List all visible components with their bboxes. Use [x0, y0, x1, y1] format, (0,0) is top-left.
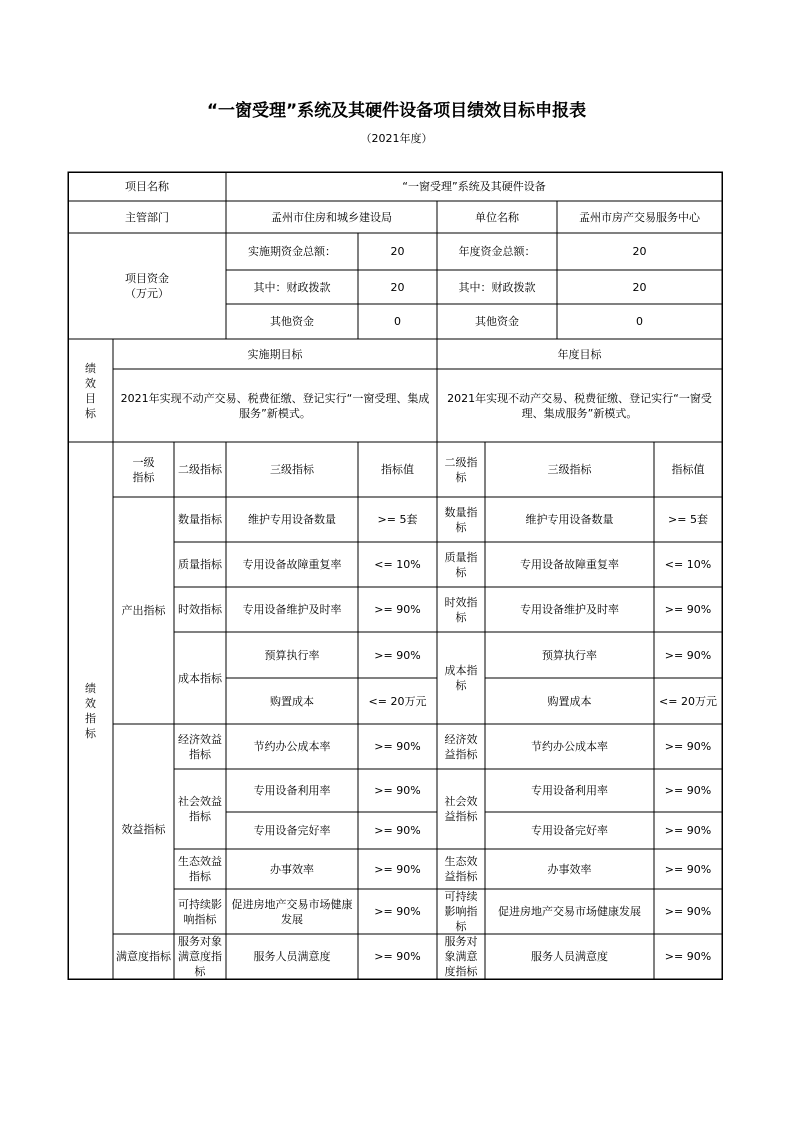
year-total-label: 年度资金总额：: [458, 245, 536, 258]
right-timeliness: 时效指 标: [444, 595, 478, 624]
table-row-l3: 专用设备故障重复率: [520, 558, 619, 571]
table-row-l3: 预算执行率: [264, 648, 320, 662]
satisfaction-indicator-label: 满意度指标: [116, 950, 171, 963]
header-level3-left: 三级指标: [270, 463, 314, 476]
impl-total-value: 20: [390, 245, 405, 258]
header-level2-right: 二级指 标: [444, 455, 478, 484]
table-row-l3: 节约办公成本率: [531, 740, 608, 753]
table-row-l3: 促进房地产交易市场健康发展: [231, 897, 353, 926]
right-cost: 成本指 标: [444, 664, 478, 692]
right-sustainable: 可持续 影响指 标: [444, 890, 478, 933]
left-quantity: 数量指标: [178, 513, 222, 526]
table-row-l3: 专用设备利用率: [531, 784, 608, 797]
left-economic: 经济效益 指标: [178, 732, 222, 761]
left-social: 社会效益 指标: [178, 795, 222, 823]
left-cost: 成本指标: [178, 671, 222, 685]
right-economic: 经济效 益指标: [444, 732, 478, 761]
table-row-val: >= 90%: [374, 824, 421, 837]
table-row-l3: 专用设备维护及时率: [242, 603, 342, 616]
header-level3-right: 三级指标: [547, 463, 592, 476]
year-fiscal-value: 20: [632, 280, 647, 294]
table-row-l3: 购置成本: [270, 694, 314, 708]
indicators-label: 绩 效 指 标: [85, 681, 96, 740]
right-quantity: 数量指 标: [444, 505, 478, 534]
output-indicator-label: 产出指标: [121, 604, 166, 617]
benefit-indicator-label: 效益指标: [121, 822, 166, 836]
table-row-val: >= 90%: [374, 648, 421, 662]
table-row-val: >= 90%: [664, 824, 712, 837]
impl-fiscal-label: 其中：财政拨款: [253, 280, 331, 294]
table-row-l3: 维护专用设备数量: [248, 513, 336, 526]
table-row-l3: 预算执行率: [542, 648, 597, 662]
impl-other-label: 其他资金: [270, 315, 314, 328]
impl-fiscal-value: 20: [390, 280, 405, 294]
project-name-label: 项目名称: [125, 180, 169, 193]
table-row-val: <= 10%: [664, 558, 712, 571]
left-quality: 质量指标: [178, 558, 222, 571]
table-row-val: <= 10%: [374, 558, 421, 571]
year-goal-header: 年度目标: [557, 347, 602, 361]
table-row-val: >= 5套: [377, 513, 418, 526]
report-title: “一窗受理”系统及其硬件设备项目绩效目标申报表: [206, 101, 587, 121]
table-row-l3: 办事效率: [270, 862, 314, 876]
dept-value: 孟州市住房和城乡建设局: [271, 210, 392, 224]
table-row-val: >= 90%: [664, 950, 712, 963]
table-row-val: >= 90%: [664, 648, 712, 662]
table-row-l3: 专用设备完好率: [531, 824, 608, 837]
table-row-l3: 购置成本: [547, 694, 592, 708]
table-row-l3: 专用设备利用率: [253, 784, 331, 797]
left-sustainable: 可持续影 响指标: [178, 897, 222, 926]
right-service: 服务对 象满意 度指标: [444, 935, 478, 978]
year-fiscal-label: 其中：财政拨款: [458, 280, 536, 294]
header-value-left: 指标值: [381, 463, 414, 476]
left-timeliness: 时效指标: [178, 603, 222, 616]
table-row-val: >= 90%: [374, 905, 421, 918]
table-row-val: <= 20万元: [368, 694, 427, 708]
left-ecological: 生态效益 指标: [178, 855, 222, 883]
table-row-l3: 专用设备维护及时率: [520, 603, 619, 616]
unit-label: 单位名称: [475, 210, 519, 224]
table-row-l3: 专用设备完好率: [253, 824, 331, 837]
header-level1: 一级 指标: [132, 455, 155, 484]
year-total-value: 20: [632, 245, 647, 258]
right-quality: 质量指 标: [444, 550, 478, 579]
dept-label: 主管部门: [125, 210, 169, 224]
funds-label: 项目资金 （万元）: [125, 272, 169, 300]
goals-label: 绩 效 目 标: [85, 361, 96, 420]
table-row-val: >= 5套: [668, 513, 708, 526]
header-level2-left: 二级指标: [178, 463, 222, 476]
table-row-val: >= 90%: [374, 603, 421, 616]
year-goal-text: 2021年实现不动产交易、税费征缴、登记实行“一窗受理、集成服务”新模式。: [447, 391, 712, 420]
table-row-val: >= 90%: [664, 784, 712, 797]
project-name-value: “一窗受理”系统及其硬件设备: [402, 180, 546, 193]
table-row-val: >= 90%: [374, 740, 421, 753]
impl-other-value: 0: [394, 315, 401, 328]
year-other-label: 其他资金: [475, 315, 519, 328]
table-row-l3: 服务人员满意度: [531, 950, 608, 963]
table-row-val: >= 90%: [374, 862, 421, 876]
table-row-val: >= 90%: [664, 905, 712, 918]
right-social: 社会效 益指标: [444, 795, 478, 823]
table-row-val: >= 90%: [664, 740, 712, 753]
table-row-l3: 促进房地产交易市场健康发展: [498, 905, 641, 918]
right-ecological: 生态效 益指标: [444, 855, 478, 883]
table-row-l3: 办事效率: [547, 862, 592, 876]
impl-total-label: 实施期资金总额：: [248, 245, 336, 258]
table-row-val: <= 20万元: [659, 694, 717, 708]
header-value-right: 指标值: [671, 463, 705, 476]
year-other-value: 0: [636, 315, 643, 328]
table-row-l3: 维护专用设备数量: [525, 513, 614, 526]
table-row-val: >= 90%: [374, 784, 421, 797]
report-year: （2021年度）: [360, 132, 433, 145]
table-row-val: >= 90%: [374, 950, 421, 963]
table-row-val: >= 90%: [664, 862, 712, 876]
table-row-l3: 节约办公成本率: [253, 740, 331, 753]
unit-value: 孟州市房产交易服务中心: [579, 210, 700, 224]
table-row-l3: 服务人员满意度: [253, 950, 331, 963]
impl-goal-text: 2021年实现不动产交易、税费征缴、登记实行“一窗受理、集成服务”新模式。: [120, 391, 430, 420]
impl-goal-header: 实施期目标: [247, 347, 303, 361]
table-row-val: >= 90%: [664, 603, 712, 616]
left-service: 服务对象 满意度指 标: [178, 935, 222, 978]
table-row-l3: 专用设备故障重复率: [242, 558, 342, 571]
